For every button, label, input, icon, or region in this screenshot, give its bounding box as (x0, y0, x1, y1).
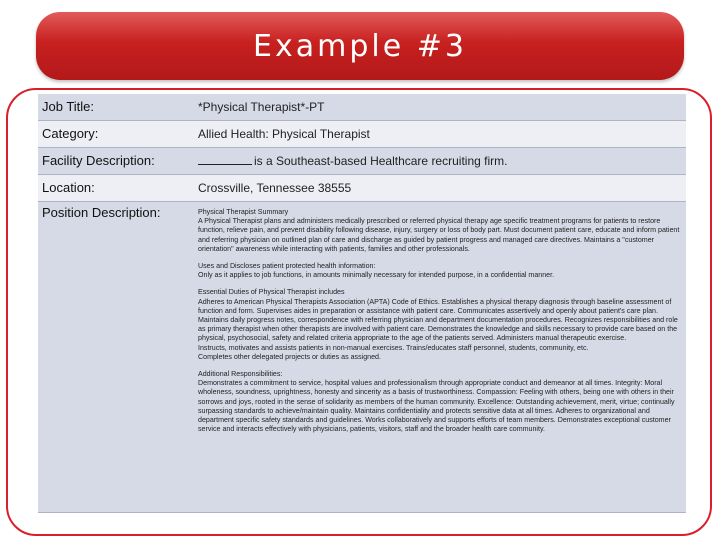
job-title-value: *Physical Therapist*-PT (198, 100, 325, 114)
table-row-job-title (38, 94, 686, 121)
table-row-position-description (38, 202, 686, 513)
table-row-location (38, 175, 686, 202)
slide-title: Example #3 (253, 28, 467, 64)
description-essential-duties: Essential Duties of Physical Therapist includes Adheres to American Physical Therapists Association (APTA) Code of Ethics. Establishes a physical therapy diagnosis through baseline assessment of function and form. Supervises aides in preparation or assistance with patient care. Communicates assertively and openly about patient's care plan. Maintains daily progress notes, correspondence with referring physician and department documentation procedures. Recognizes responsibilities and role as primary therapist when other therapists are involved with patient care. Demonstrates the knowledge and skills necessary to provide care based on the physical, psychosocial, safety and related criteria appropriate to the age of the patients served. Administers manual therapeutic exercise. Instructs, motivates and assists patients in non-manual exercises. Trains/educates staff personnel, students, community, etc. Completes other delegated projects or duties as assigned. (198, 288, 678, 361)
job-title-label: Job Title: (42, 99, 95, 114)
category-label: Category: (42, 126, 99, 141)
category-value: Allied Health: Physical Therapist (198, 127, 370, 141)
position-description-label: Position Description: (42, 205, 161, 220)
location-label: Location: (42, 180, 95, 195)
position-description-text (196, 202, 686, 512)
job-posting-table (38, 94, 686, 513)
table-row-facility (38, 148, 686, 175)
table-row-category (38, 121, 686, 148)
description-phi: Uses and Discloses patient protected health information: Only as it applies to job functions, in amounts minimally necessary for intended purpose, in a confidential manner. (198, 262, 555, 280)
facility-label: Facility Description: (42, 153, 155, 168)
description-additional-responsibilities: Additional Responsibilities: Demonstrates a commitment to service, hospital values and professionalism through appropriate conduct and demeanor at all times. Integrity: Moral wholeness, soundness, uprightness, honesty and sincerity as a basis of trustworthiness. Compassion: Feeling with others, being one with others in their sorrows and joys, rooted in the sense of solidarity as members of the human community. Excellence: Outstanding achievement, merit, virtue; continually surpassing standards to achieve/maintain quality. Maintains confidentiality and protects sensitive data at all times. Adheres to organizational and department specific safety standards and guidelines. Works collaboratively and supports efforts of team members. Demonstrates exceptional customer service and interacts effectively with physicians, patients, visitors, staff and the broader health care community. (198, 370, 675, 434)
facility-value-cell (196, 148, 686, 174)
location-value: Crossville, Tennessee 38555 (198, 181, 352, 195)
description-summary: Physical Therapist Summary A Physical Therapist plans and administers medically prescribed or referred physical therapy age specific treatment programs for patients to restore function, relieve pain, and prevent disability following disease, injury, surgery or loss of body part. Must document patient care, educate and inform patient and referring physician on outlined plan of care and discharge as guided by patient progress and managed care directives. Maintains a "customer orientation" awareness while interacting with patients, families and other professionals. (198, 208, 680, 253)
facility-value: is a Southeast-based Healthcare recruiting firm. (254, 154, 508, 168)
slide-title-bar (36, 12, 684, 80)
facility-name-blank (198, 154, 252, 165)
